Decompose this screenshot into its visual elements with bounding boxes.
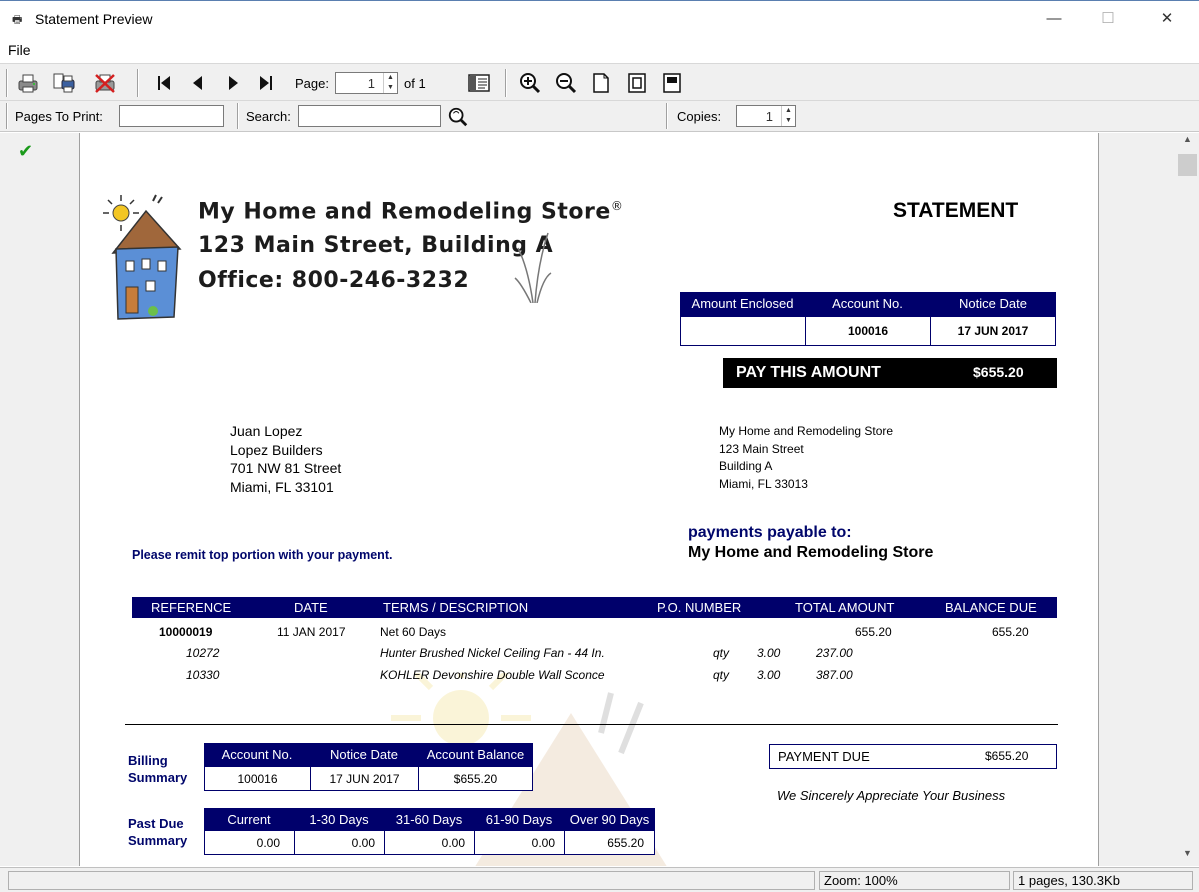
past-due-head <box>204 808 655 830</box>
page-label: Page: <box>295 76 329 91</box>
minimize-button[interactable]: — <box>1046 10 1062 27</box>
menu-file[interactable]: File <box>8 42 31 58</box>
store-name: My Home and Remodeling Store <box>719 424 894 438</box>
pay-this-amount-value: $655.20 <box>973 364 1024 380</box>
file-info-status: 1 pages, 130.3Kb <box>1013 871 1193 890</box>
current-cell: 0.00 <box>204 830 295 855</box>
toolbar2-separator <box>237 103 239 129</box>
store-logo-house-icon <box>98 191 188 321</box>
invoice-row <box>81 625 1098 643</box>
total-amount-header: TOTAL AMOUNT <box>795 600 895 615</box>
account-no-cell: 100016 <box>805 316 931 346</box>
store-address <box>719 423 893 493</box>
appreciation-note: We Sincerely Appreciate Your Business <box>777 788 1006 803</box>
search-icon[interactable] <box>447 106 469 128</box>
close-button[interactable]: ✕ <box>1160 10 1174 27</box>
billing-summary-label: Billing Summary <box>128 753 188 785</box>
item-qty-label: qty <box>713 668 730 682</box>
page-count: of 1 <box>404 76 426 91</box>
window-title: Statement Preview <box>35 11 153 27</box>
billing-balance-cell: $655.20 <box>418 766 533 791</box>
item-amount: 237.00 <box>816 646 853 660</box>
amount-enclosed-cell[interactable] <box>680 316 806 346</box>
title-bar <box>0 0 1199 38</box>
line-item-row <box>81 646 1098 664</box>
customer-street: 701 NW 81 Street <box>230 460 342 476</box>
reference-header: REFERENCE <box>151 600 232 615</box>
account-no-header: Account No. <box>832 296 903 311</box>
payable-to-label: payments payable to: <box>688 524 852 541</box>
payment-due-box <box>769 744 1057 769</box>
first-page-icon[interactable] <box>152 71 176 95</box>
copies-value: 1 <box>765 109 773 124</box>
item-amount: 387.00 <box>816 668 853 682</box>
scroll-up-icon[interactable]: ▲ <box>1183 134 1192 144</box>
item-code: 10330 <box>186 668 220 682</box>
logo-store-street: 123 Main Street, Building A <box>198 233 554 258</box>
thumbnail-pane <box>0 133 80 866</box>
date-header: DATE <box>294 600 328 615</box>
prev-page-icon[interactable] <box>186 71 210 95</box>
past-due-summary-label: Past Due Summary <box>128 816 188 848</box>
print-icon[interactable] <box>16 71 40 95</box>
payable-to-name: My Home and Remodeling Store <box>688 544 934 561</box>
pay-this-amount-label: PAY THIS AMOUNT <box>736 364 881 381</box>
item-description: Hunter Brushed Nickel Ceiling Fan - 44 In. <box>380 646 605 660</box>
billing-summary-head <box>204 743 533 766</box>
31-60-days-header: 31-60 Days <box>395 812 463 827</box>
lines-table-head <box>132 597 1057 618</box>
customer-address <box>230 422 341 496</box>
page-width-icon[interactable] <box>625 71 649 95</box>
pages-to-print-input[interactable] <box>119 105 224 127</box>
menu-bar <box>0 38 1199 62</box>
section-divider <box>125 724 1058 725</box>
billing-notice-date-header: Notice Date <box>330 747 398 762</box>
logo-store-phone: Office: 800-246-3232 <box>198 268 470 293</box>
print-options-bar <box>0 101 1199 132</box>
zoom-in-icon[interactable] <box>518 71 542 95</box>
store-city: Miami, FL 33013 <box>719 476 808 491</box>
item-code: 10272 <box>186 646 220 660</box>
last-page-icon[interactable] <box>254 71 278 95</box>
payment-due-value: $655.20 <box>985 749 1029 763</box>
outline-icon[interactable] <box>467 71 491 95</box>
amount-enclosed-header: Amount Enclosed <box>691 296 794 311</box>
statement-title: STATEMENT <box>893 199 1019 222</box>
line-item-row <box>81 668 1098 686</box>
statement-page <box>81 133 1098 866</box>
next-page-icon[interactable] <box>221 71 245 95</box>
maximize-button[interactable]: ☐ <box>1101 10 1115 27</box>
preview-toolbar <box>0 63 1199 101</box>
current-header: Current <box>227 812 271 827</box>
customer-city: Miami, FL 33101 <box>230 478 334 495</box>
payment-due-label: PAYMENT DUE <box>778 749 870 764</box>
invoice-reference: 10000019 <box>159 625 213 639</box>
toolbar-separator <box>137 69 139 97</box>
cancel-print-icon[interactable] <box>93 71 117 95</box>
scroll-down-icon[interactable]: ▼ <box>1183 848 1192 858</box>
invoice-terms: Net 60 Days <box>380 625 447 639</box>
vertical-scrollbar[interactable] <box>1176 133 1199 866</box>
item-description: KOHLER Devonshire Double Wall Sconce <box>380 668 605 682</box>
61-90-days-header: 61-90 Days <box>485 812 553 827</box>
page-checked-icon[interactable]: ✔ <box>18 141 34 161</box>
customer-company: Lopez Builders <box>230 441 323 458</box>
billing-account-cell: 100016 <box>204 766 311 791</box>
invoice-balance: 655.20 <box>992 625 1029 639</box>
status-bar <box>0 867 1199 892</box>
1-30-days-cell: 0.00 <box>294 830 385 855</box>
preview-margin <box>1098 133 1176 866</box>
toolbar-grip <box>6 69 8 97</box>
pages-to-print-label: Pages To Print: <box>15 109 103 124</box>
search-input[interactable] <box>298 105 441 127</box>
1-30-days-header: 1-30 Days <box>309 812 369 827</box>
zoom-out-icon[interactable] <box>554 71 578 95</box>
over-90-days-cell: 655.20 <box>564 830 655 855</box>
po-number-header: P.O. NUMBER <box>657 600 742 615</box>
copies-spinner[interactable] <box>736 105 796 127</box>
terms-description-header: TERMS / DESCRIPTION <box>383 600 529 615</box>
31-60-days-cell: 0.00 <box>384 830 475 855</box>
toolbar2-grip <box>6 103 8 129</box>
page-number-value: 1 <box>367 76 375 91</box>
over-90-days-header: Over 90 Days <box>569 812 650 827</box>
logo-store-name: My Home and Remodeling Store® <box>198 199 624 225</box>
spinner-arrows-icon[interactable]: ▲ ▼ <box>383 73 397 93</box>
notice-date-header: Notice Date <box>959 296 1027 311</box>
toolbar2-separator-2 <box>666 103 668 129</box>
pay-this-amount-box <box>723 358 1057 388</box>
zoom-status: Zoom: 100% <box>819 871 1010 890</box>
notice-date-cell: 17 JUN 2017 <box>930 316 1056 346</box>
store-building: Building A <box>719 459 773 473</box>
store-street: 123 Main Street <box>719 441 804 456</box>
billing-notice-date-cell: 17 JUN 2017 <box>310 766 419 791</box>
scroll-thumb[interactable] <box>1178 154 1197 176</box>
app-printer-icon: 🖶 <box>12 14 23 26</box>
one-page-icon[interactable] <box>589 71 613 95</box>
remit-note: Please remit top portion with your payment. <box>132 548 393 562</box>
item-qty-label: qty <box>713 646 730 660</box>
print-setup-icon[interactable] <box>52 71 76 95</box>
billing-account-header: Account No. <box>221 747 293 762</box>
customer-name: Juan Lopez <box>230 423 303 439</box>
billing-balance-header: Account Balance <box>426 747 525 762</box>
toolbar-separator-2 <box>505 69 507 97</box>
logo-grass-icon <box>513 228 553 303</box>
two-pages-icon[interactable] <box>660 71 684 95</box>
search-label: Search: <box>246 109 291 124</box>
61-90-days-cell: 0.00 <box>474 830 565 855</box>
copies-label: Copies: <box>677 109 722 124</box>
item-qty: 3.00 <box>757 668 781 682</box>
copies-spinner-arrows-icon[interactable]: ▲ ▼ <box>781 106 795 126</box>
page-number-spinner[interactable] <box>335 72 398 94</box>
invoice-date: 11 JAN 2017 <box>277 625 346 639</box>
balance-due-header: BALANCE DUE <box>945 600 1037 615</box>
invoice-total: 655.20 <box>855 625 892 639</box>
header-table-head <box>680 292 1056 316</box>
item-qty: 3.00 <box>757 646 781 660</box>
status-message <box>8 871 815 890</box>
